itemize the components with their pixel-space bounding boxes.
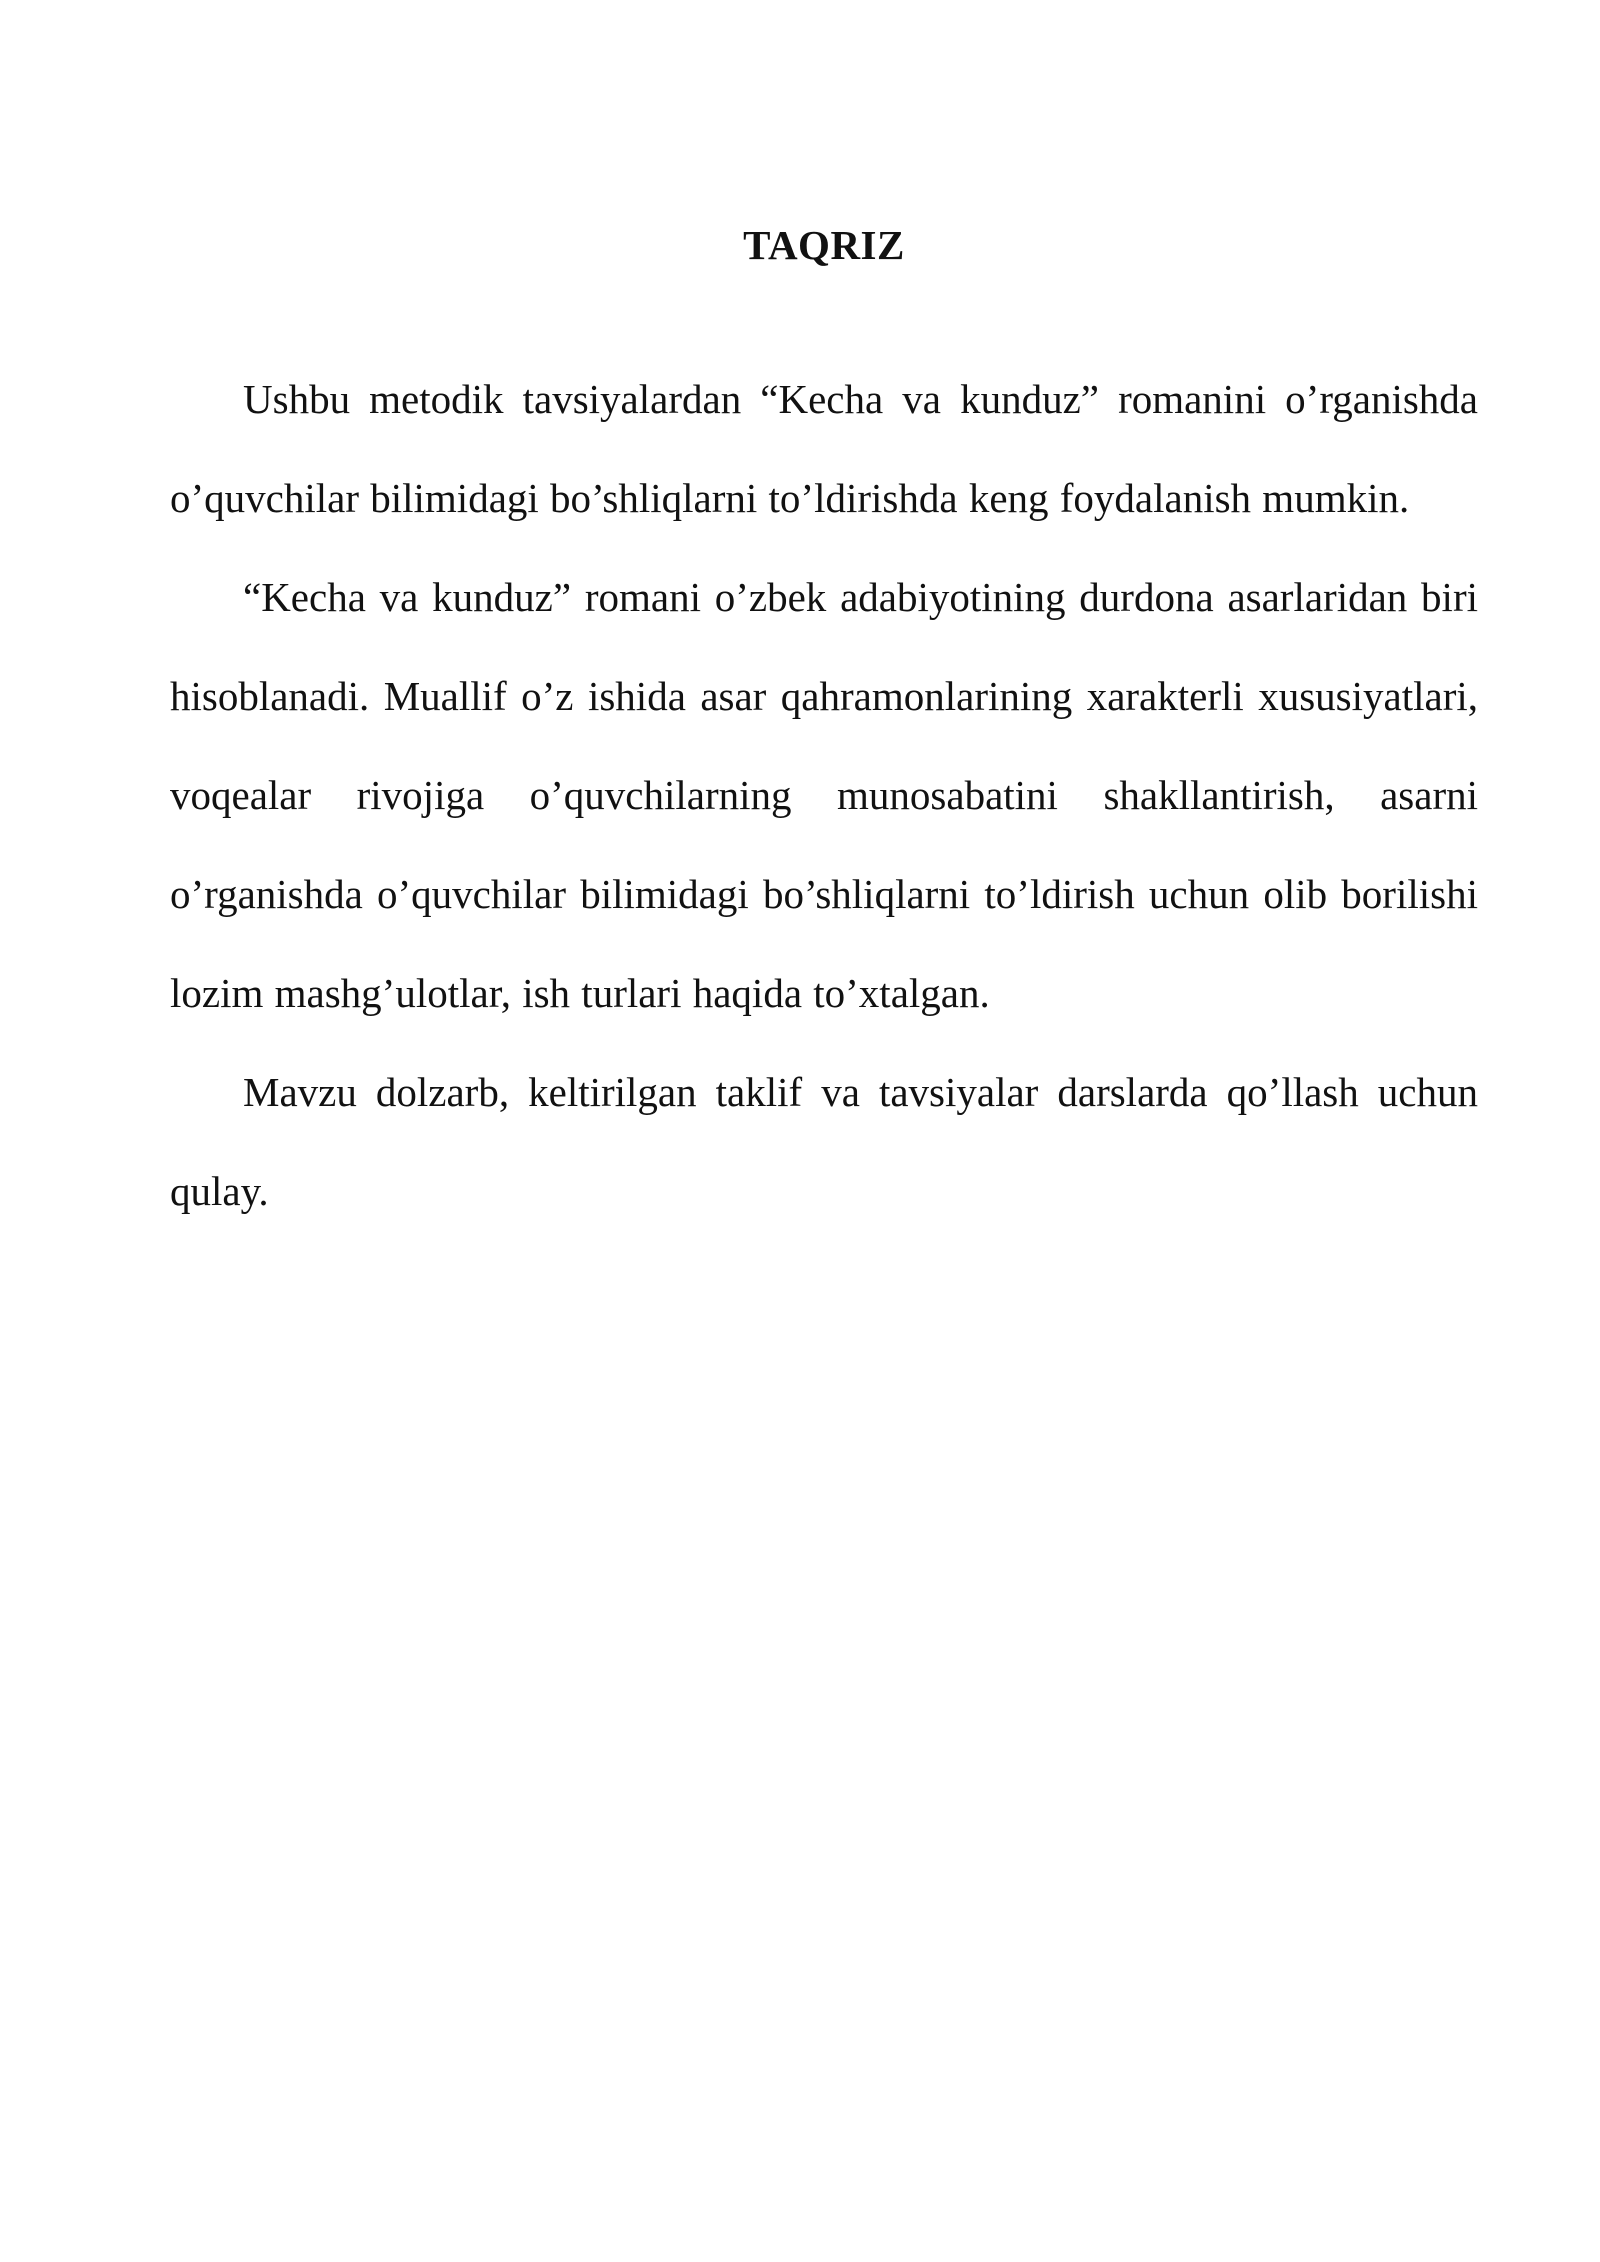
paragraph-2: “Kecha va kunduz” romani o’zbek adabiyotining durdona asarlaridan biri hisoblanadi. Muallif o’z ishida asar qahramonlarining xarakterli xususiyatlari, voqealar rivojiga o’quvchilarning munosabatini shakllantirish, asarni o’rganishda o’quvchilar bilimidagi bo’shliqlarni to’ldirish uchun olib borilishi lozim mashg’ulotlar, ish turlari haqida to’xtalgan. bbox=[170, 574, 1478, 1016]
paragraph-3: Mavzu dolzarb, keltirilgan taklif va tavsiyalar darslarda qo’llash uchun qulay. bbox=[170, 1069, 1478, 1214]
paragraph-1: Ushbu metodik tavsiyalardan “Kecha va kunduz” romanini o’rganishda o’quvchilar bilimidagi bo’shliqlarni to’ldirishda keng foydalanish mumkin. bbox=[170, 376, 1478, 521]
document-body bbox=[170, 350, 1478, 1241]
document-title: TAQRIZ bbox=[743, 222, 905, 268]
